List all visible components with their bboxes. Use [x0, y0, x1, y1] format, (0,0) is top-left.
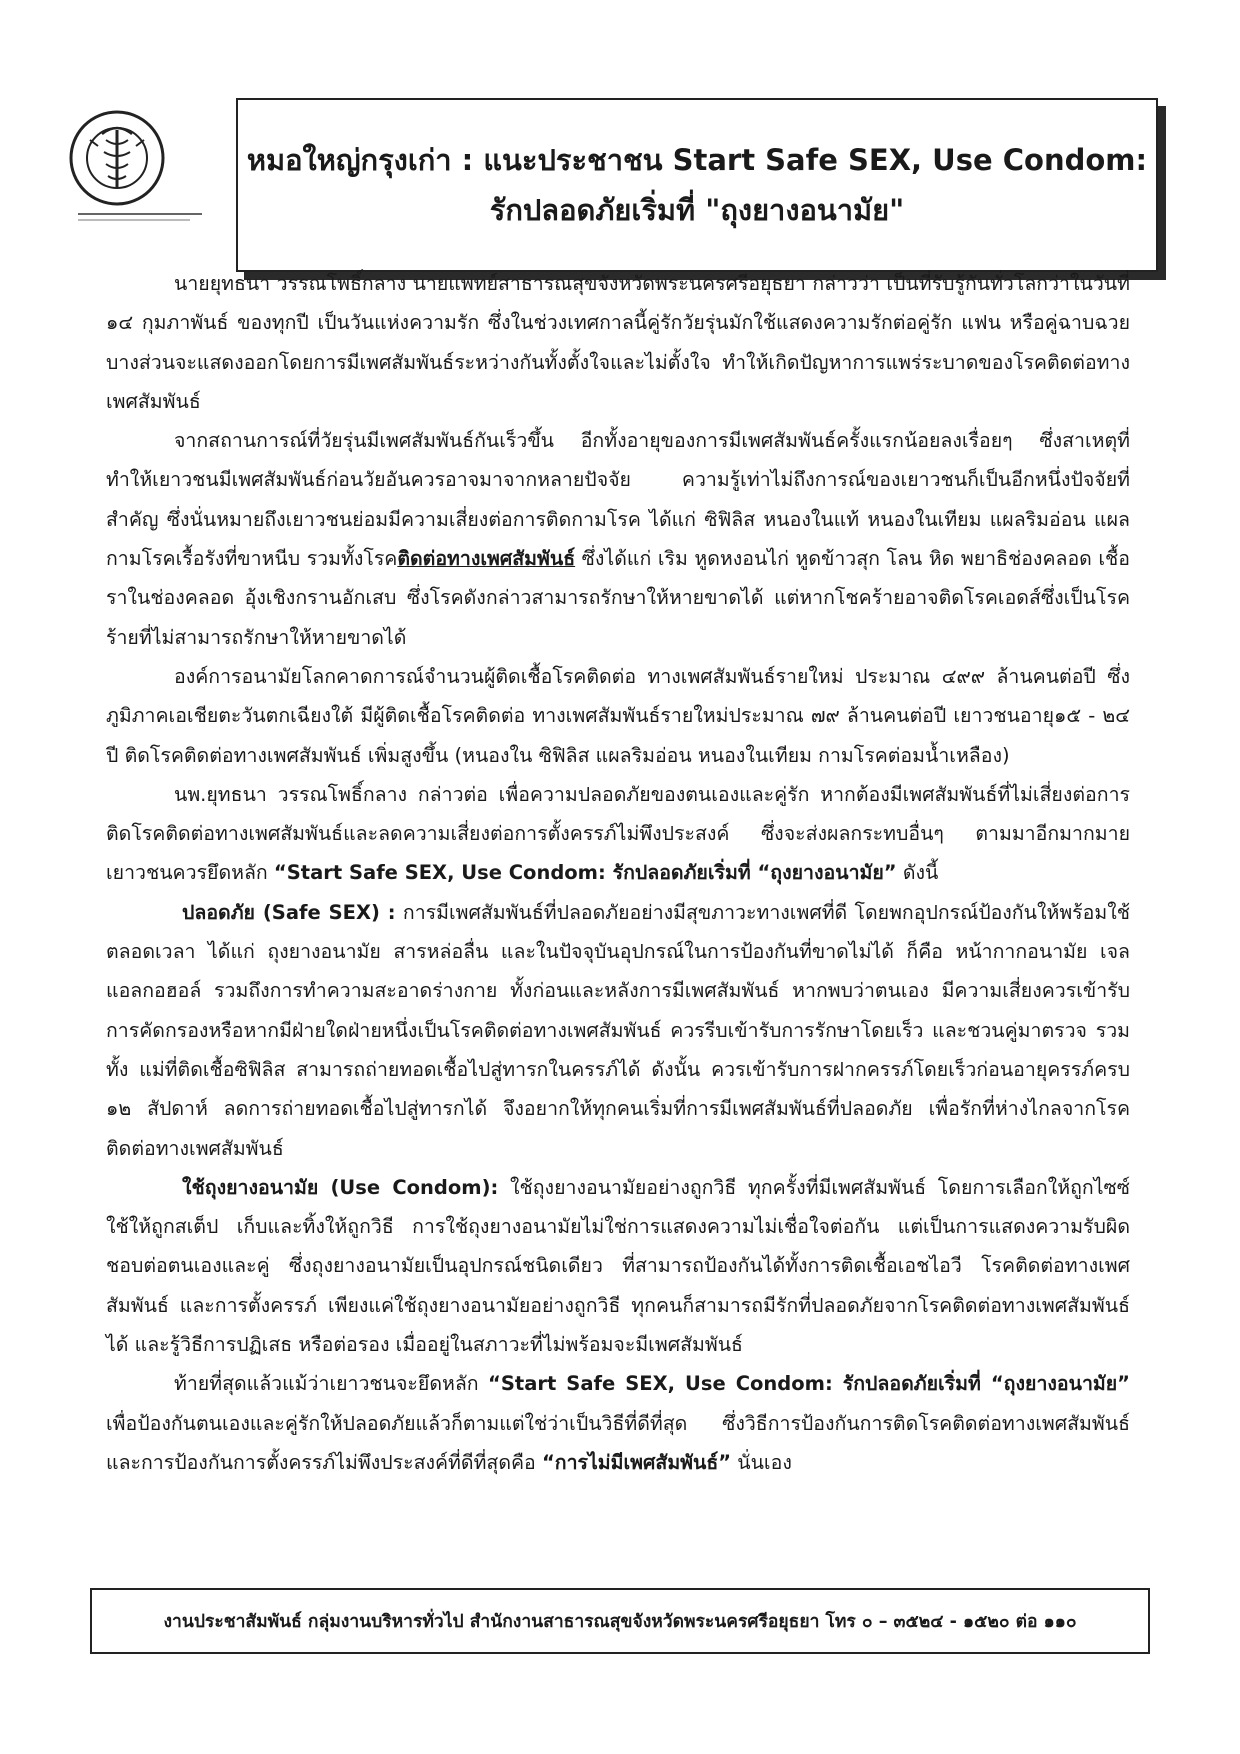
use-condom-heading: ใช้ถุงยางอนามัย (Use Condom):	[182, 1175, 499, 1199]
paragraph-1: นายยุทธนา วรรณโพธิ์กลาง นายแพทย์สาธารณสุขจังหวัดพระนครศรีอยุธยา กล่าวว่า เป็นที่รับรู้กันทั่วโลกว่าในวันที่ ๑๔ กุมภาพันธ์ ของทุกปี เป็นวันแห่งความรัก ซึ่งในช่วงเทศกาลนี้คู่รักวัยรุ่นมักใช้แสดงความรักต่อคู่รัก แฟน หรือคู่ฉาบฉวย บางส่วนจะแสดงออกโดยการมีเพศสัมพันธ์ระหว่างกันทั้งตั้งใจและไม่ตั้งใจ ทำให้เกิดปัญหาการแพร่ระบาดของโรคติดต่อทางเพศสัมพันธ์	[106, 272, 1130, 413]
conclusion-slogan: “Start Safe SEX, Use Condom: รักปลอดภัยเริ่มที่ “ถุงยางอนามัย”	[488, 1372, 1130, 1396]
safe-sex-text: การมีเพศสัมพันธ์ที่ปลอดภัยอย่างมีสุขภาวะทางเพศที่ดี โดยพกอุปกรณ์ป้องกันให้พร้อมใช้ตลอดเวลา ได้แก่ ถุงยางอนามัย สารหล่อลื่น และในปัจจุบันอุปกรณ์ในการป้องกันที่ขาดไม่ได้ ก็คือ หน้ากากอนามัย เจลแอลกอฮอล์ รวมถึงการทำความสะอาดร่างกาย ทั้งก่อนและหลังการมีเพศสัมพันธ์ หากพบว่าตนเอง มีความเสี่ยงควรเข้ารับการคัดกรองหรือหากมีฝ่ายใดฝ่ายหนึ่งเป็นโรคติดต่อทางเพศสัมพันธ์ ควรรีบเข้ารับการรักษาโดยเร็ว และชวนคู่มาตรวจ รวมทั้ง แม่ที่ติดเชื้อซิฟิลิส สามารถถ่ายทอดเชื้อไปสู่ทารกในครรภ์ได้ ดังนั้น ควรเข้ารับการฝากครรภ์โดยเร็วก่อนอายุครรภ์ครบ ๑๒ สัปดาห์ ลดการถ่ายทอดเชื้อไปสู่ทารกได้ จึงอยากให้ทุกคนเริ่มที่การมีเพศสัมพันธ์ที่ปลอดภัย เพื่อรักที่ห่างไกลจากโรคติดต่อทางเพศสัมพันธ์	[106, 900, 1130, 1160]
ministry-of-public-health-seal-icon	[62, 100, 212, 230]
footer-box	[90, 1588, 1150, 1654]
paragraph-2-underlined: ติดต่อทางเพศสัมพันธ์	[397, 547, 576, 571]
safe-sex-heading: ปลอดภัย (Safe SEX) :	[182, 900, 396, 924]
conclusion-abstinence: “การไม่มีเพศสัมพันธ์”	[541, 1450, 732, 1474]
paragraph-2-text-a: จากสถานการณ์ที่วัยรุ่นมีเพศสัมพันธ์กันเร็วขึ้น อีกทั้งอายุของการมีเพศสัมพันธ์ครั้งแรกน้อยลงเรื่อยๆ ซึ่งสาเหตุที่ทำให้เยาวชนมีเพศสัมพันธ์ก่อนวัยอันควรอาจมาจากหลายปัจจัย ความรู้เท่าไม่ถึงการณ์ของเยาวชนก็เป็นอีกหนึ่งปัจจัยที่สำคัญ ซึ่งนั่นหมายถึงเยาวชนย่อมมีความเสี่ยงต่อการติดกามโรค ได้แก่ ซิฟิลิส หนองในแท้ หนองในเทียม แผลริมอ่อน แผลกามโรคเรื้อรังที่ขาหนีบ รวมทั้งโรค	[106, 429, 1130, 571]
paragraph-use-condom	[106, 1168, 1130, 1364]
paragraph-4-slogan: “Start Safe SEX, Use Condom: รักปลอดภัยเริ่มที่ “ถุงยางอนามัย”	[273, 861, 897, 885]
conclusion-text-b: เพื่อป้องกันตนเองและคู่รักให้ปลอดภัยแล้วก็ตามแต่ใช่ว่าเป็นวิธีที่ดีที่สุด ซึ่งวิธีการป้องกันการติดโรคติดต่อทางเพศสัมพันธ์และการป้องกันการตั้งครรภ์ไม่พึงประสงค์ที่ดีที่สุดคือ	[106, 1411, 1130, 1474]
paragraph-safe-sex	[106, 893, 1130, 1168]
paragraph-3: องค์การอนามัยโลกคาดการณ์จำนวนผู้ติดเชื้อโรคติดต่อ ทางเพศสัมพันธ์รายใหม่ ประมาณ ๔๙๙ ล้านคนต่อปี ซึ่งภูมิภาคเอเชียตะวันตกเฉียงใต้ มีผู้ติดเชื้อโรคติดต่อ ทางเพศสัมพันธ์รายใหม่ประมาณ ๗๙ ล้านคนต่อปี เยาวชนอายุ๑๕ - ๒๔ ปี ติดโรคติดต่อทางเพศสัมพันธ์ เพิ่มสูงขึ้น (หนองใน ซิฟิลิส แผลริมอ่อน หนองในเทียม กามโรคต่อมน้ำเหลือง)	[106, 664, 1130, 767]
paragraph-conclusion	[106, 1364, 1130, 1482]
conclusion-text-c: นั่นเอง	[731, 1450, 792, 1474]
page-title-line-1: หมอใหญ่กรุงเก่า : แนะประชาชน Start Safe SEX, Use Condom:	[246, 143, 1148, 177]
article-body	[106, 264, 1130, 1482]
use-condom-text: ใช้ถุงยางอนามัยอย่างถูกวิธี ทุกครั้งที่มีเพศสัมพันธ์ โดยการเลือกให้ถูกไซซ์ ใช้ให้ถูกสเต็ป เก็บและทิ้งให้ถูกวิธี การใช้ถุงยางอนามัยไม่ใช่การแสดงความไม่เชื่อใจต่อกัน แต่เป็นการแสดงความรับผิดชอบต่อตนเองและคู่ ซึ่งถุงยางอนามัยเป็นอุปกรณ์ชนิดเดียว ที่สามารถป้องกันได้ทั้งการติดเชื้อเอชไอวี โรคติดต่อทางเพศสัมพันธ์ และการตั้งครรภ์ เพียงแค่ใช้ถุงยางอนามัยอย่างถูกวิธี ทุกคนก็สามารถมีรักที่ปลอดภัยจากโรคติดต่อทางเพศสัมพันธ์ได้ และรู้วิธีการปฏิเสธ หรือต่อรอง เมื่ออยู่ในสภาวะที่ไม่พร้อมจะมีเพศสัมพันธ์	[106, 1175, 1130, 1357]
paragraph-4-text-a: นพ.ยุทธนา วรรณโพธิ์กลาง กล่าวต่อ เพื่อความปลอดภัยของตนเองและคู่รัก หากต้องมีเพศสัมพันธ์ที่ไม่เสี่ยงต่อการติดโรคติดต่อทางเพศสัมพันธ์และลดความเสี่ยงต่อการตั้งครรภ์ไม่พึงประสงค์ ซึ่งจะส่งผลกระทบอื่นๆ ตามมาอีกมากมาย เยาวชนควรยึดหลัก	[106, 782, 1130, 885]
paragraph-2-text-b: ซึ่งได้แก่ เริม หูดหงอนไก่ หูดข้าวสุก โลน หิด พยาธิช่องคลอด เชื้อราในช่องคลอด อุ้งเชิงกรานอักเสบ ซึ่งโรคดังกล่าวสามารถรักษาให้หายขาดได้ แต่หากโชคร้ายอาจติดโรคเอดส์ซึ่งเป็นโรคร้ายที่ไม่สามารถรักษาให้หายขาดได้	[106, 547, 1130, 649]
footer-contact: งานประชาสัมพันธ์ กลุ่มงานบริหารทั่วไป สำนักงานสาธารณสุขจังหวัดพระนครศรีอยุธยา โทร ๐ – ๓๕๒๔ - ๑๕๒๐ ต่อ ๑๑๐	[163, 1612, 1077, 1632]
conclusion-text-a: ท้ายที่สุดแล้วแม้ว่าเยาวชนจะยึดหลัก	[174, 1372, 489, 1396]
paragraph-4	[106, 775, 1130, 893]
paragraph-2	[106, 421, 1130, 657]
page-title-line-2: รักปลอดภัยเริ่มที่ "ถุงยางอนามัย"	[489, 193, 905, 227]
title-box	[236, 98, 1158, 272]
paragraph-4-text-c: ดังนี้	[896, 861, 939, 885]
